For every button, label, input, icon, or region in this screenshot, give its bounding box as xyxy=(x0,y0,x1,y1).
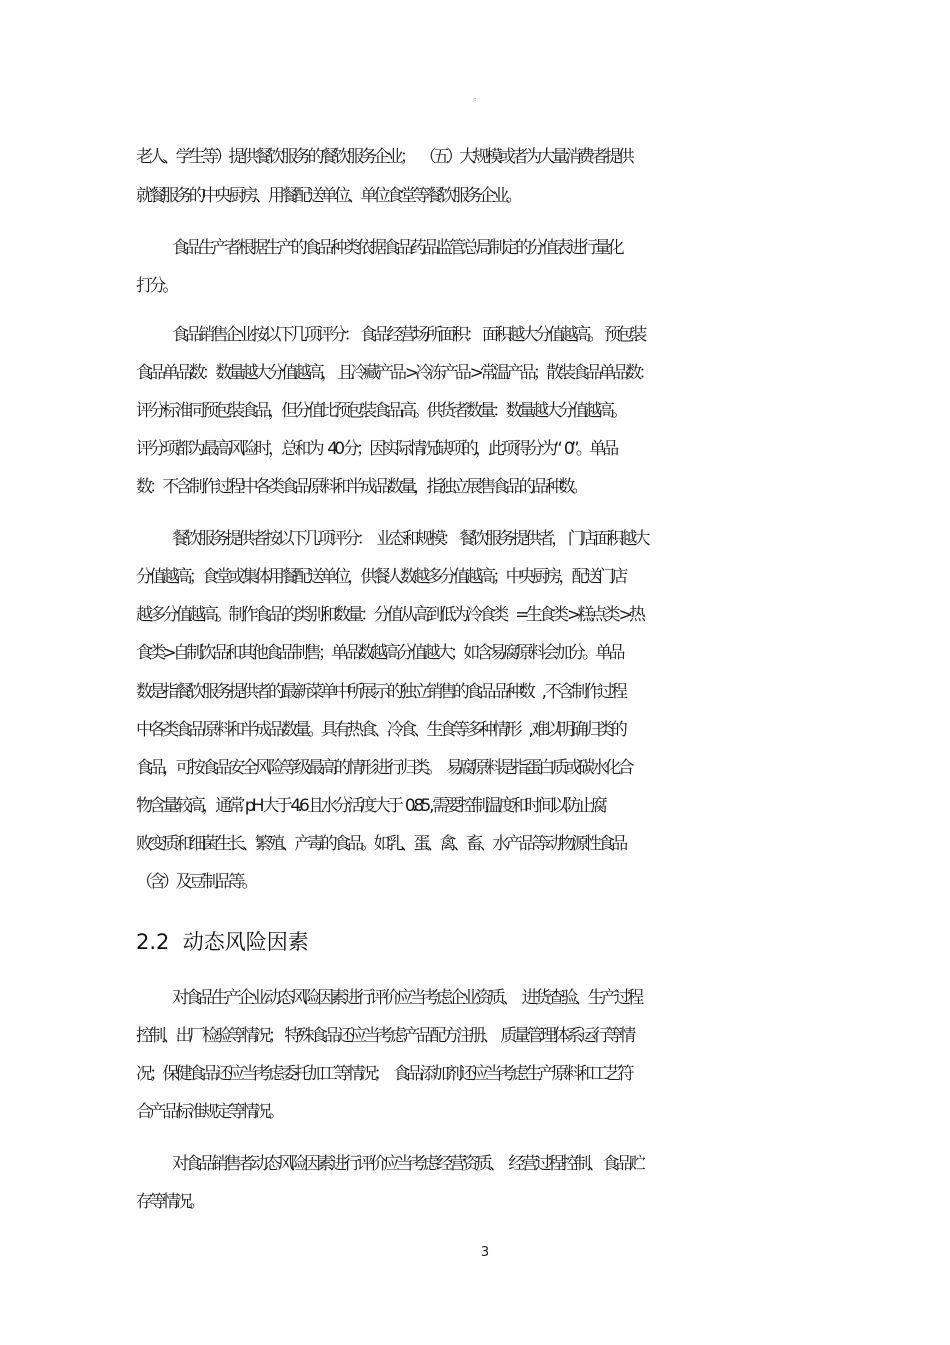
paragraph-4-line-7: 食品，可按食品安全风险等级最高的情形进行归类。 易腐原料是指蛋白质或碳水化合 xyxy=(136,758,631,778)
paragraph-4-line-9: 败变质和细菌生长、繁殖、产毒的食品。如乳、蛋、禽、畜、水产品等动物源性食品 xyxy=(136,834,625,854)
paragraph-1-line-2: 就餐服务的中央厨房、用餐配送单位、单位食堂等餐饮服务企业。 xyxy=(136,186,519,206)
section-heading: 2.2 动态风险因素 xyxy=(136,930,309,954)
paragraph-5-line-3: 况；保健食品还应当考虑委托加工等情况； 食品添加剂还应当考虑生产原料和工艺符 xyxy=(136,1064,631,1084)
header-mark: 。 xyxy=(473,92,483,103)
paragraph-4-line-8: 物含量较高，通常 pH 大于 4.6 且水分活度大于 0.85 , 需要控制温度和时间以防止腐 xyxy=(136,796,604,816)
paragraph-5-line-2: 控制、出厂检验等情况； 特殊食品还应当考虑产品配方注册、 质量管理体系运行等情 xyxy=(136,1026,633,1046)
paragraph-4-line-5: 数是指餐饮服务提供者的最新菜单中所展示的独立销售的食品品种数 , 不含制作过程 xyxy=(136,682,625,702)
paragraph-4-line-1: 餐饮服务提供者按以下几项评分： 业态和规模： 餐饮服务提供者， 门店面积越大 xyxy=(172,529,647,549)
page-number: 3 xyxy=(480,1245,490,1260)
paragraph-3-line-1: 食品销售企业按以下几项评分： 食品经营场所面积： 面积越大分值越高。 预包装 xyxy=(172,325,644,345)
paragraph-1-line-1: 老人、学生等）提供餐饮服务的餐饮服务企业； （五）大规模或者为大量消费者提供 xyxy=(136,147,631,167)
paragraph-4-line-2: 分值越高；食堂或集体用餐配送单位，供餐人数越多分值越高；中央厨房，配送门店 xyxy=(136,567,625,587)
paragraph-2-line-2: 打分。 xyxy=(136,276,176,296)
paragraph-6-line-1: 对食品销售者动态风险因素进行评价应当考虑经营资质、 经营过程控制、 食品贮 xyxy=(172,1154,643,1174)
paragraph-3-line-3: 评分标准同预包装食品，但分值比预包装食品高。供货者数量：数量越大分值越高。 xyxy=(136,401,625,421)
paragraph-3-line-4: 评分项都为最高风险时，总和为 40 分；因实际情况缺项的，此项得分为“ 0”。单品 xyxy=(136,439,616,459)
paragraph-4-line-10: （含）及豆制品等。 xyxy=(136,872,255,892)
paragraph-5-line-1: 对食品生产企业动态风险因素进行评价应当考虑企业资质、 进货查验、生产过程 xyxy=(172,988,641,1008)
paragraph-4-line-6: 中各类食品原料和半成品数量。具有热食、冷食、生食等多种情形 , 难以明确归类的 xyxy=(136,720,625,740)
paragraph-4-line-3: 越多分值越高。制作食品的类别和数量：分值从高到低为冷食类 =生食类 >糕点类 >热 xyxy=(136,605,643,625)
paragraph-6-line-2: 存等情况。 xyxy=(136,1192,202,1212)
paragraph-3-line-2: 食品单品数：数量越大分值越高， 且冷藏产品 >冷冻产品 >常温产品；散装食品单品数： xyxy=(136,363,652,383)
paragraph-3-line-5: 数：不含制作过程中各类食品原料和半成品数量，指独立展售食品的品种数。 xyxy=(136,477,585,497)
paragraph-5-line-4: 合产品标准规定等情况。 xyxy=(136,1102,282,1122)
paragraph-4-line-4: 食类>自制饮品和其他食品制售；单品数越高分值越大；如含易腐原料会加分。单品 xyxy=(136,643,622,663)
paragraph-2-line-1: 食品生产者根据生产的食品种类依据食品药品监管总局制定的分值表进行量化 xyxy=(172,238,621,258)
